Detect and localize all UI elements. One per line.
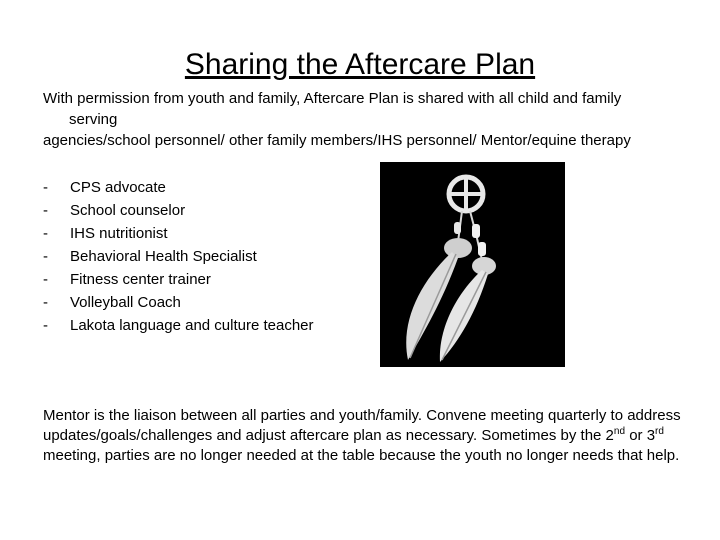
intro-line-1: With permission from youth and family, Aftercare Plan is shared with all child and family xyxy=(43,90,622,107)
bullet-marker: - xyxy=(43,294,48,311)
recipient-list xyxy=(43,176,314,337)
intro-line-2: serving xyxy=(69,111,118,128)
closing-text-1: Mentor is the liaison between all parties and youth/family. Convene meeting quarterly to address updates/goals/challenges and adjust aftercare plan as necessary. Sometimes by the 2 xyxy=(43,407,681,444)
list-item xyxy=(43,222,314,245)
feather-dreamcatcher-icon xyxy=(380,162,565,367)
list-item-text: IHS nutritionist xyxy=(70,225,168,242)
list-item-text: Fitness center trainer xyxy=(70,271,211,288)
ordinal-suffix: nd xyxy=(613,426,626,437)
feather-dreamcatcher-image xyxy=(380,162,565,367)
list-item-text: Lakota language and culture teacher xyxy=(70,317,314,334)
bullet-marker: - xyxy=(43,271,48,288)
bullet-marker: - xyxy=(43,202,48,219)
list-item xyxy=(43,199,314,222)
list-item xyxy=(43,291,314,314)
list-item xyxy=(43,314,314,337)
list-item-text: Volleyball Coach xyxy=(70,294,181,311)
ordinal-suffix: rd xyxy=(655,426,664,437)
list-item-text: Behavioral Health Specialist xyxy=(70,248,257,265)
bullet-marker: - xyxy=(43,225,48,242)
intro-text xyxy=(43,88,693,151)
intro-line-3: agencies/school personnel/ other family members/IHS personnel/ Mentor/equine therapy xyxy=(43,132,631,149)
closing-text-3: meeting, parties are no longer needed at the table because the youth no longer needs that help. xyxy=(43,447,680,464)
closing-text-2: or 3 xyxy=(625,427,656,444)
bullet-marker: - xyxy=(43,317,48,334)
list-item xyxy=(43,268,314,291)
bullet-marker: - xyxy=(43,179,48,196)
list-item-text: School counselor xyxy=(70,202,186,219)
bullet-marker: - xyxy=(43,248,48,265)
slide-title: Sharing the Aftercare Plan xyxy=(184,48,536,81)
list-item xyxy=(43,245,314,268)
list-item xyxy=(43,176,314,199)
closing-paragraph xyxy=(43,406,683,466)
list-item-text: CPS advocate xyxy=(70,179,166,196)
